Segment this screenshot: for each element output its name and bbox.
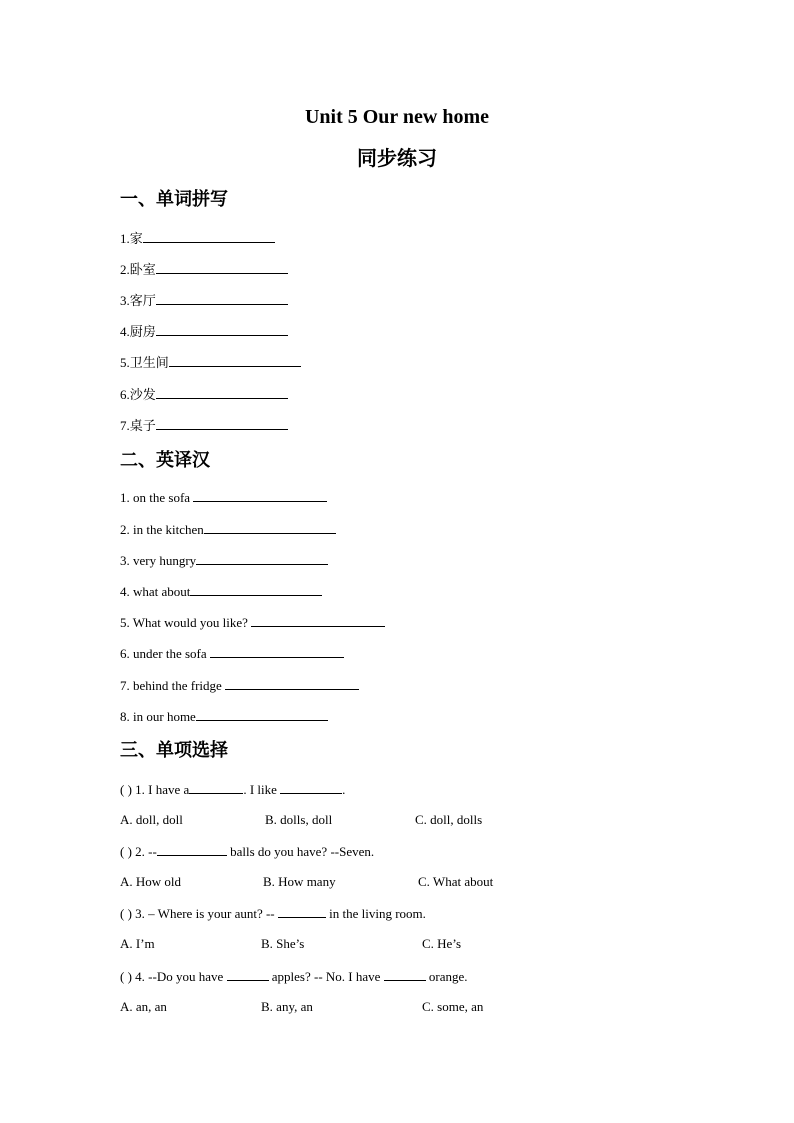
page-subtitle: 同步练习 — [357, 148, 437, 170]
answer-blank[interactable] — [189, 781, 243, 794]
option-b[interactable]: B. any, an — [261, 999, 313, 1014]
answer-blank[interactable] — [227, 968, 269, 981]
spelling-item: 3.客厅 — [120, 292, 288, 310]
answer-blank[interactable] — [157, 843, 227, 856]
answer-blank[interactable] — [156, 292, 288, 305]
answer-blank[interactable] — [278, 905, 326, 918]
option-a[interactable]: A. an, an — [120, 999, 167, 1014]
answer-blank[interactable] — [196, 552, 328, 565]
answer-blank[interactable] — [156, 417, 288, 430]
answer-blank[interactable] — [280, 781, 342, 794]
translation-item: 6. under the sofa — [120, 645, 344, 662]
translation-item: 5. What would you like? — [120, 614, 385, 631]
answer-paren[interactable]: ( ) — [120, 844, 132, 859]
option-c[interactable]: C. some, an — [422, 999, 484, 1014]
answer-blank[interactable] — [156, 323, 288, 336]
option-a[interactable]: A. I’m — [120, 936, 155, 951]
answer-blank[interactable] — [384, 968, 426, 981]
translation-item: 3. very hungry — [120, 552, 328, 569]
option-c[interactable]: C. He’s — [422, 936, 461, 951]
spelling-item: 7.桌子 — [120, 417, 288, 435]
translation-item: 2. in the kitchen — [120, 521, 336, 538]
answer-blank[interactable] — [204, 521, 336, 534]
answer-blank[interactable] — [156, 261, 288, 274]
section-heading-spelling: 一、单词拼写 — [120, 189, 228, 210]
question-3: ( ) 3. – Where is your aunt? -- in the living room. — [120, 906, 426, 921]
answer-paren[interactable]: ( ) — [120, 906, 132, 921]
option-b[interactable]: B. She’s — [261, 936, 305, 951]
spelling-item: 6.沙发 — [120, 386, 288, 404]
spelling-word: 卫生间 — [129, 356, 169, 371]
answer-blank[interactable] — [210, 645, 344, 658]
spelling-item: 1.家 — [120, 230, 275, 248]
spelling-word: 厨房 — [129, 325, 156, 340]
answer-blank[interactable] — [143, 230, 275, 243]
option-a[interactable]: A. doll, doll — [120, 812, 183, 827]
answer-paren[interactable]: ( ) — [120, 969, 132, 984]
answer-blank[interactable] — [156, 386, 288, 399]
spelling-word: 桌子 — [129, 419, 156, 434]
answer-blank[interactable] — [169, 354, 301, 367]
spelling-item: 5.卫生间 — [120, 354, 301, 372]
translation-item: 7. behind the fridge — [120, 677, 359, 694]
option-b[interactable]: B. dolls, doll — [265, 812, 333, 827]
option-c[interactable]: C. What about — [418, 874, 494, 889]
spelling-word: 沙发 — [129, 388, 156, 403]
section-heading-multiple-choice: 三、单项选择 — [120, 740, 228, 761]
answer-paren[interactable]: ( ) — [120, 782, 132, 797]
spelling-word: 卧室 — [129, 263, 156, 278]
answer-blank[interactable] — [196, 708, 328, 721]
question-4: ( ) 4. --Do you have apples? -- No. I have orange. — [120, 969, 468, 984]
spelling-item: 2.卧室 — [120, 261, 288, 279]
question-2: ( ) 2. -- balls do you have? --Seven. — [120, 844, 375, 859]
option-c[interactable]: C. doll, dolls — [415, 812, 483, 827]
spelling-word: 家 — [129, 232, 143, 247]
option-b[interactable]: B. How many — [263, 874, 336, 889]
spelling-word: 客厅 — [129, 294, 156, 309]
question-1: ( ) 1. I have a . I like . — [120, 782, 346, 797]
page-title: Unit 5 Our new home — [304, 106, 490, 128]
section-heading-translation: 二、英译汉 — [120, 450, 210, 471]
option-a[interactable]: A. How old — [120, 874, 182, 889]
answer-blank[interactable] — [193, 489, 327, 502]
translation-item: 8. in our home — [120, 708, 328, 725]
answer-blank[interactable] — [251, 614, 385, 627]
answer-blank[interactable] — [190, 583, 322, 596]
translation-item: 1. on the sofa — [120, 489, 327, 506]
translation-item: 4. what about — [120, 583, 322, 600]
answer-blank[interactable] — [225, 677, 359, 690]
spelling-item: 4.厨房 — [120, 323, 288, 341]
